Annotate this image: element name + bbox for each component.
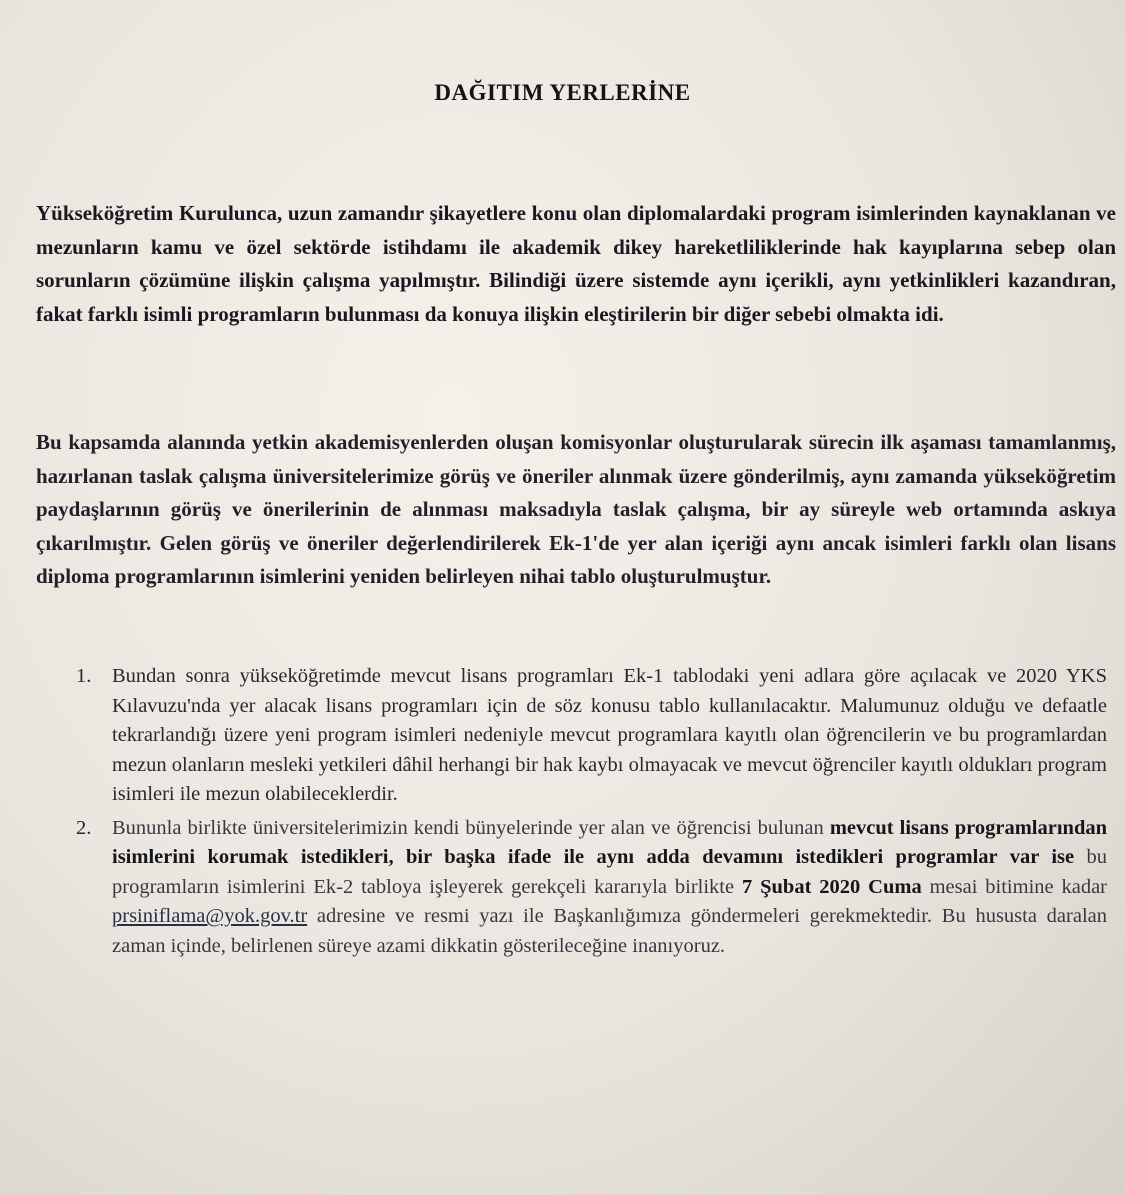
numbered-list xyxy=(76,662,1108,965)
list-item-text-start: Bununla birlikte üniversitelerimizin kendi bünyelerinde yer alan ve öğrencisi bulunan xyxy=(112,816,830,839)
list-item xyxy=(76,662,1107,810)
paragraph-intro: Yükseköğretim Kurulunca, uzun zamandır şikayetlere konu olan diplomalardaki program isimlerinden kaynaklanan ve mezunların kamu ve özel sektörde istihdamı ile akademik dikey hareketliliklerinde hak kayıplarına sebep olan sorunların çözümüne ilişkin çalışma yapılmıştır. Bilindiği üzere sistemde aynı içerikli, aynı yetkinlikleri kazandıran, fakat farklı isimli programların bulunması da konuya ilişkin eleştirilerin bir diğer sebebi olmakta idi. xyxy=(36,201,1116,326)
email-link[interactable]: prsiniflama@yok.gov.tr xyxy=(112,905,308,927)
document-title: DAĞITIM YERLERİNE xyxy=(434,80,691,105)
list-item-number: 2. xyxy=(76,816,92,839)
list-item-text-deadline: mesai bitimine kadar xyxy=(921,875,1108,898)
list-item-text: Bundan sonra yükseköğretimde mevcut lisans programları Ek-1 tablodaki yeni adlara göre açılacak ve 2020 YKS Kılavuzu'nda yer alacak lisans programları için de söz konusu tablo kullanılacaktır. Malumunuz olduğu ve defaatle tekrarlandığı üzere yeni program isimleri nedeniyle mevcut programlara kayıtlı olan öğrencilerin ve bu programlardan mezun olanların mesleki yetkileri dâhil herhangi bir hak kaybı olmayacak ve mevcut öğrenciler kayıtlı oldukları program isimleri ile mezun olabileceklerdir. xyxy=(112,665,1107,805)
list-item-text-end: adresine ve resmi yazı ile Başkanlığımıza göndermeleri gerekmektedir. Bu hususta daralan zaman içinde, belirlenen süreye azami dikkatin gösterileceğine inanıyoruz. xyxy=(112,905,1107,957)
list-item-text-emphasis: mevcut lisans programlarından isimlerini korumak istedikleri, bir başka ifade ile aynı adda devamını istedikleri programlar var ise xyxy=(112,816,1108,868)
deadline-date: 7 Şubat 2020 Cuma xyxy=(741,875,922,898)
paragraph-scope: Bu kapsamda alanında yetkin akademisyenlerden oluşan komisyonlar oluşturularak sürecin ilk aşaması tamamlanmış, hazırlanan taslak çalışma üniversitelerimize görüş ve öneriler alınmak üzere gönderilmiş, aynı zamanda yükseköğretim paydaşlarının görüş ve önerilerinin de alınması maksadıyla taslak çalışma, bir ay süreyle web ortamında askıya çıkarılmıştır. Gelen görüş ve öneriler değerlendirilerek Ek-1'de yer alan içeriği aynı ancak isimleri farklı olan lisans diploma programlarının isimlerini yeniden belirleyen nihai tablo oluşturulmuştur. xyxy=(36,430,1116,588)
list-item-number: 1. xyxy=(76,665,92,687)
list-item xyxy=(76,814,1108,962)
list-item-text-middle: bu programların isimlerini Ek-2 tabloya işleyerek gerekçeli kararıyla birlikte xyxy=(112,846,1108,898)
